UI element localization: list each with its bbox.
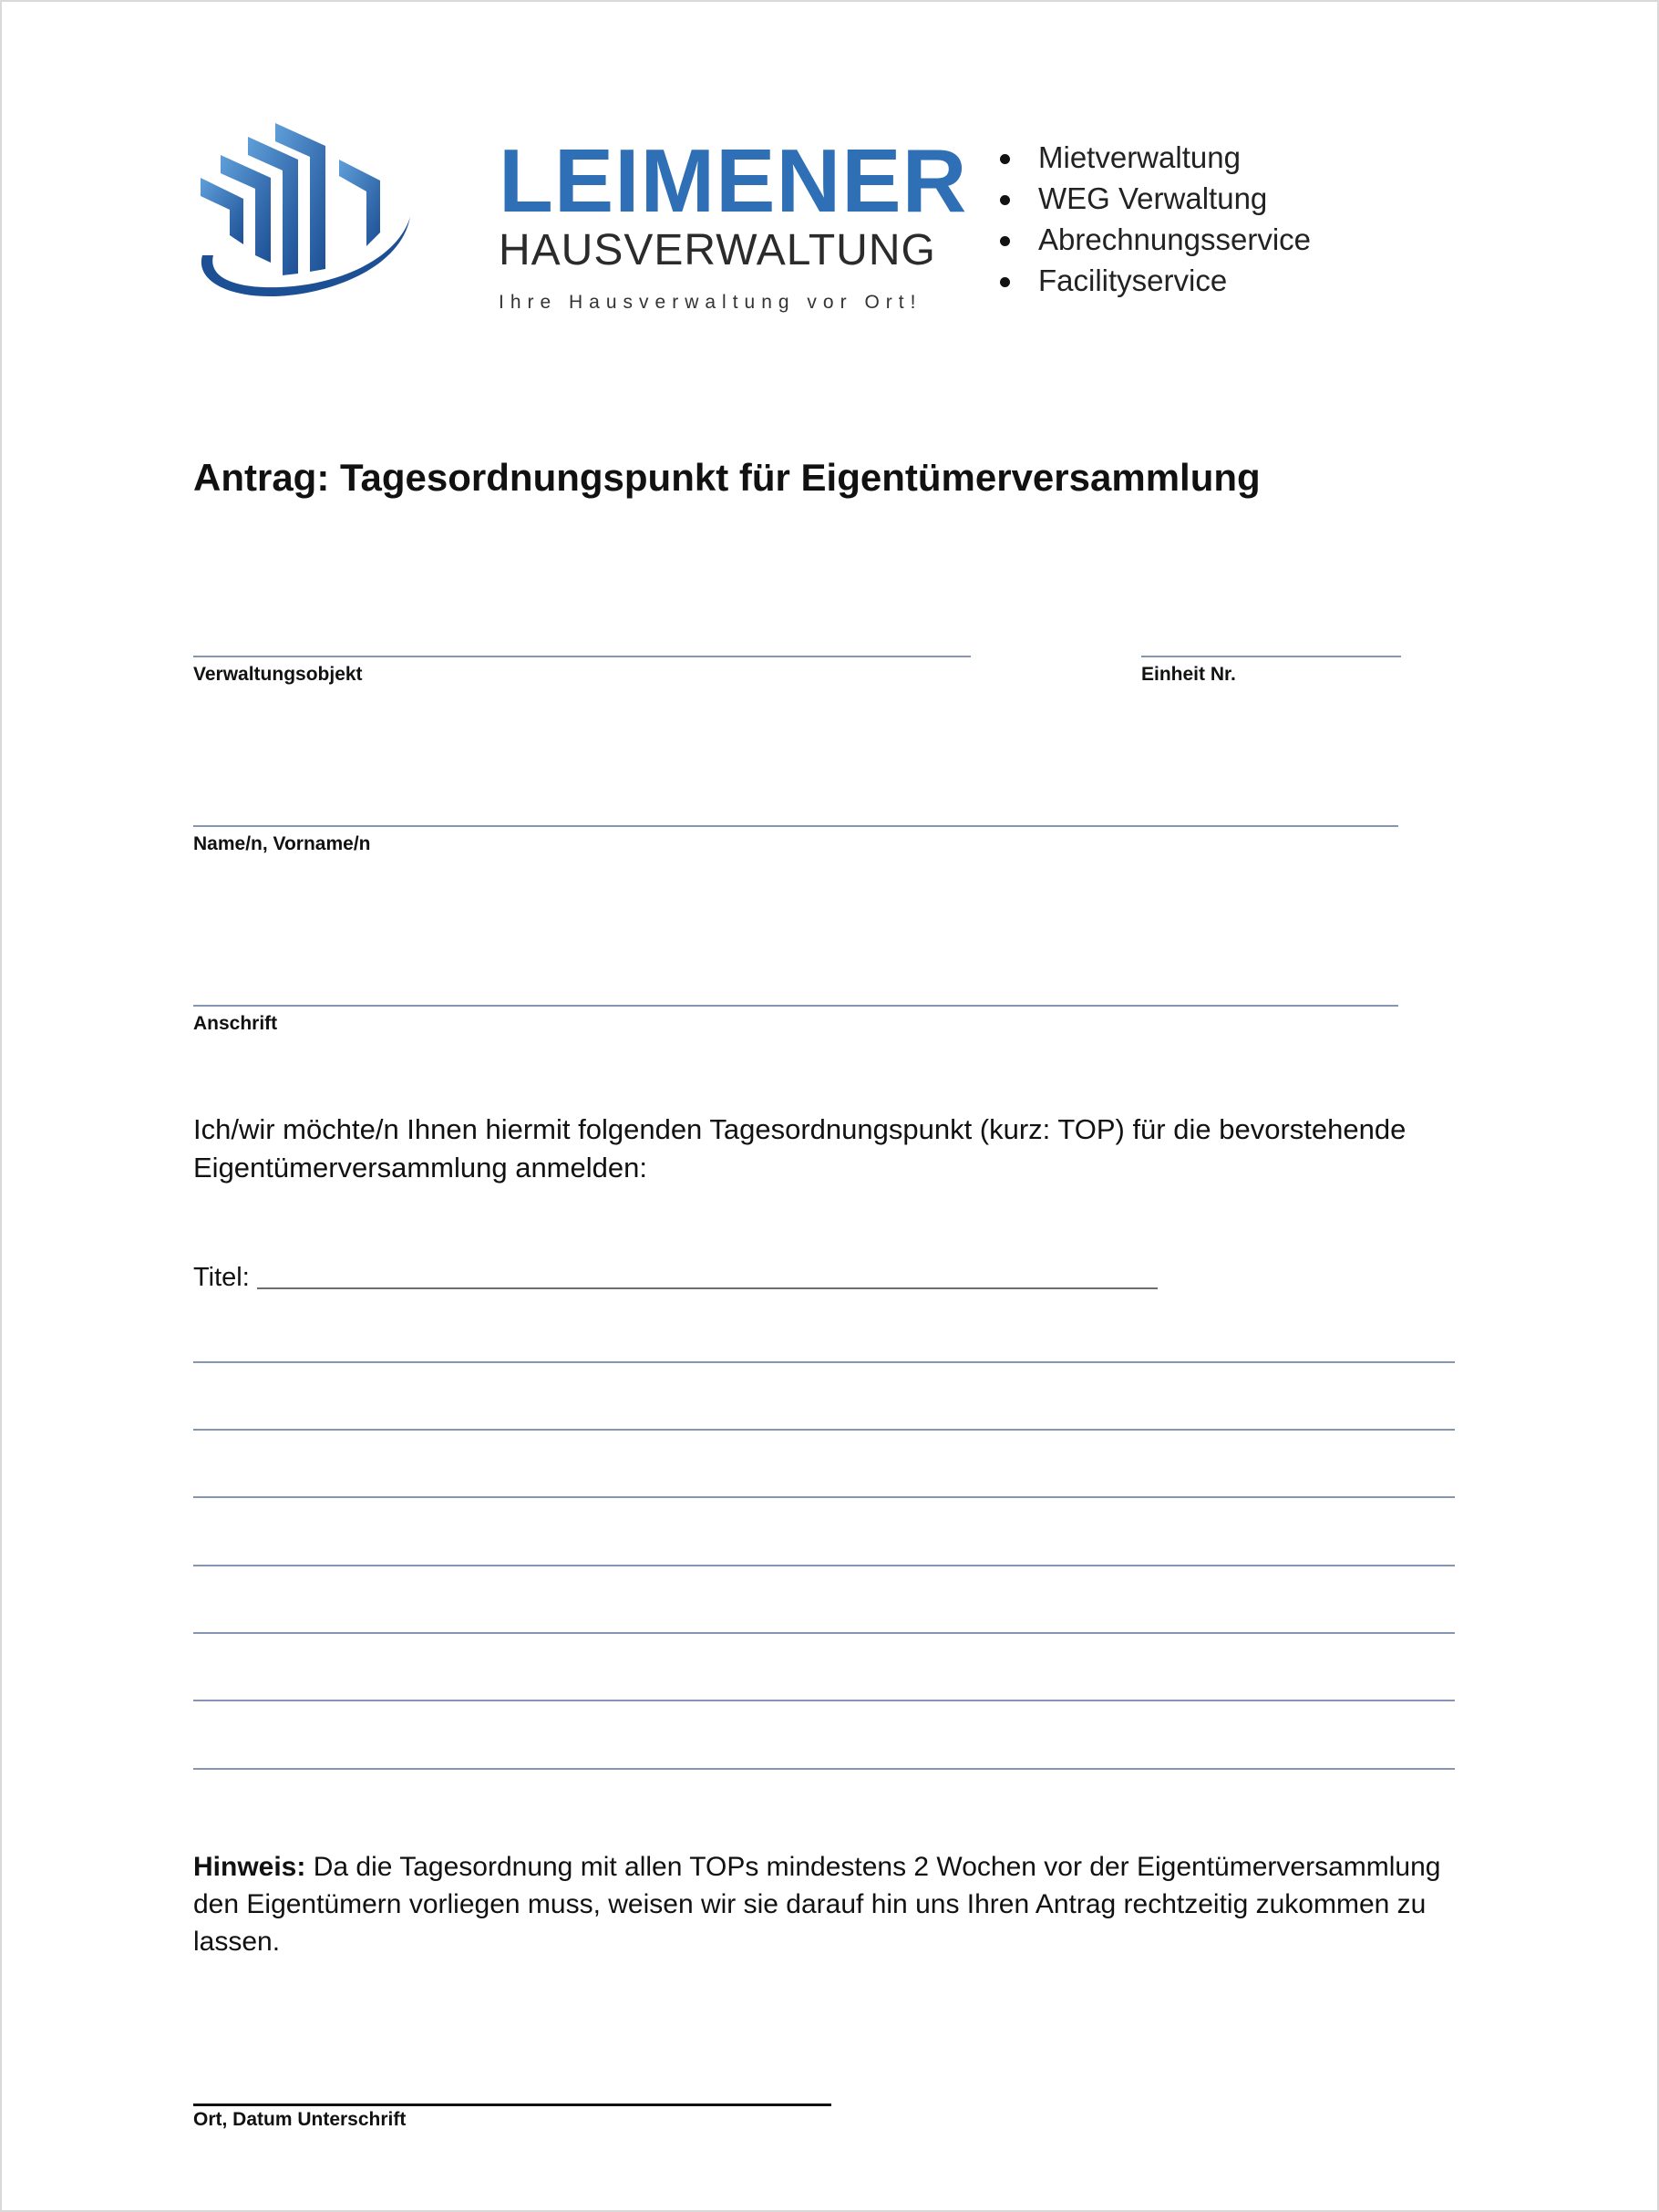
signature-input-line[interactable] xyxy=(193,2103,831,2106)
description-line[interactable] xyxy=(193,1496,1455,1498)
service-item: WEG Verwaltung xyxy=(1000,178,1311,219)
company-wordmark xyxy=(499,130,968,314)
description-line[interactable] xyxy=(193,1632,1455,1634)
brand-name-bottom: HAUSVERWALTUNG xyxy=(499,226,936,274)
page-title: Antrag: Tagesordnungspunkt für Eigentümerversammlung xyxy=(193,456,1261,499)
signature-label: Ort, Datum Unterschrift xyxy=(193,2109,407,2130)
description-line[interactable] xyxy=(193,1700,1455,1701)
services-list xyxy=(1000,137,1311,301)
hint-label: Hinweis: xyxy=(193,1852,306,1882)
unit-label: Einheit Nr. xyxy=(1141,664,1236,685)
top-title-input-line[interactable] xyxy=(257,1287,1158,1289)
name-input-line[interactable] xyxy=(193,825,1398,827)
brand-name-top: LEIMENER xyxy=(499,130,968,231)
unit-input-line[interactable] xyxy=(1141,656,1401,657)
name-label: Name/n, Vorname/n xyxy=(193,833,371,854)
address-label: Anschrift xyxy=(193,1013,278,1034)
description-line[interactable] xyxy=(193,1429,1455,1431)
service-item: Facilityservice xyxy=(1000,260,1311,301)
brand-tagline: Ihre Hausverwaltung vor Ort! xyxy=(499,292,922,313)
object-label: Verwaltungsobjekt xyxy=(193,664,363,685)
description-line[interactable] xyxy=(193,1565,1455,1566)
description-line[interactable] xyxy=(193,1361,1455,1363)
address-input-line[interactable] xyxy=(193,1005,1398,1007)
intro-text-line-1: Ich/wir möchte/n Ihnen hiermit folgenden Tagesordnungspunkt (kurz: TOP) für die bevorstehende xyxy=(193,1113,1407,1145)
intro-text-line-2: Eigentümerversammlung anmelden: xyxy=(193,1152,647,1184)
description-line[interactable] xyxy=(193,1768,1455,1770)
hint-paragraph xyxy=(193,1848,1469,1960)
hint-text: Da die Tagesordnung mit allen TOPs mindestens 2 Wochen vor der Eigentümerversammlung den Eigentümern vorliegen muss, weisen wir sie darauf hin uns Ihren Antrag rechtzeitig zukommen zu lassen. xyxy=(193,1852,1441,1957)
company-logo-icon xyxy=(193,119,412,305)
top-title-label: Titel: xyxy=(193,1263,250,1292)
service-item: Mietverwaltung xyxy=(1000,137,1311,178)
object-input-line[interactable] xyxy=(193,656,971,657)
service-item: Abrechnungsservice xyxy=(1000,219,1311,260)
